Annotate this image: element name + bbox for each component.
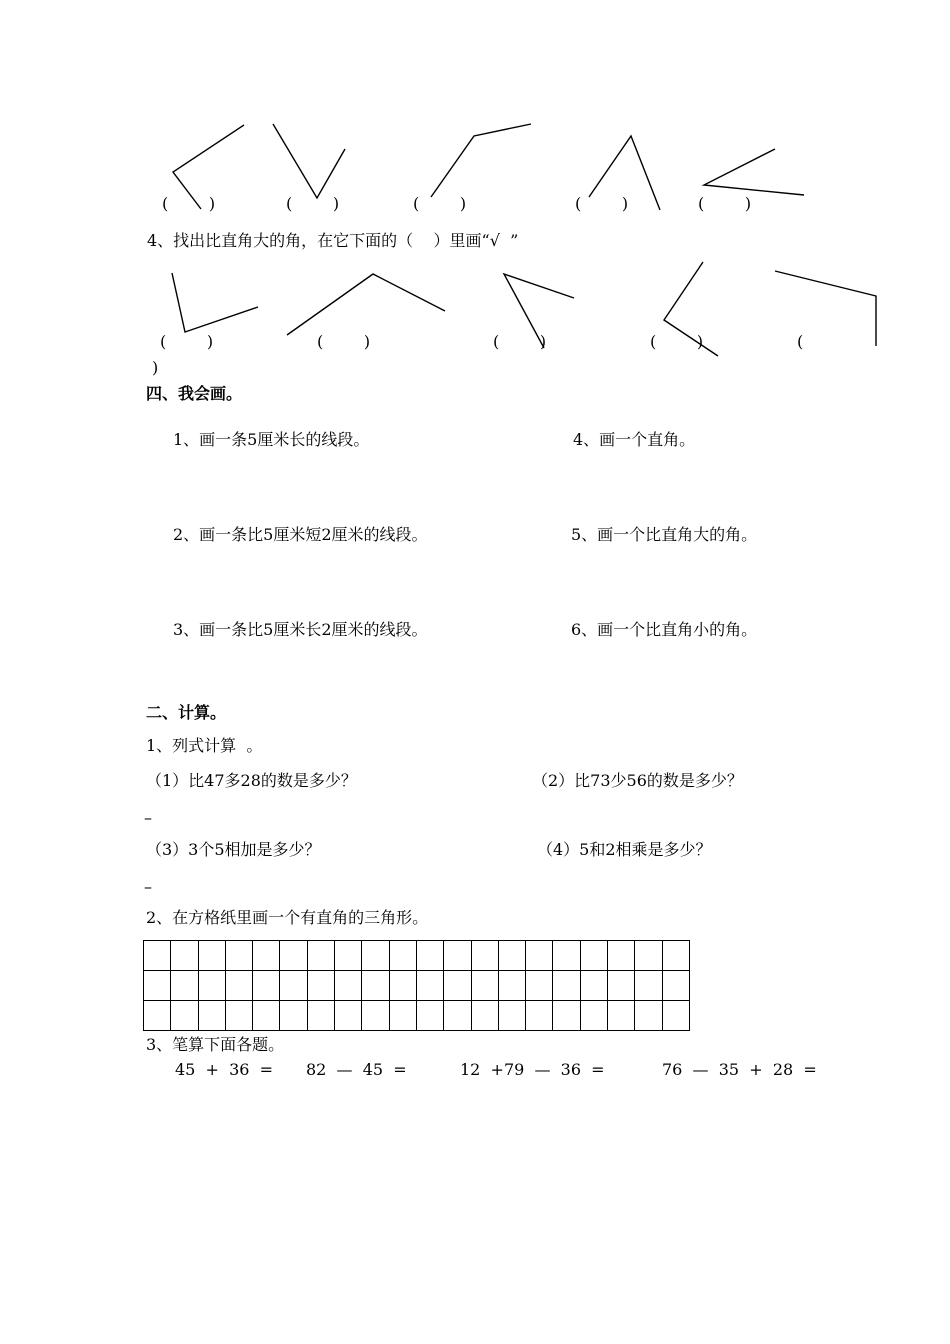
grid-cell[interactable]: [225, 941, 252, 971]
subsection-title: 2、在方格纸里画一个有直角的三角形。: [146, 908, 429, 927]
answer-line: –: [144, 877, 152, 896]
grid-cell[interactable]: [444, 1001, 471, 1031]
grid-cell[interactable]: [389, 1001, 416, 1031]
grid-cell[interactable]: [171, 941, 198, 971]
grid-cell[interactable]: [280, 941, 307, 971]
grid-cell[interactable]: [498, 971, 525, 1001]
answer-paren[interactable]: ( ): [160, 332, 214, 351]
grid-cell[interactable]: [635, 941, 662, 971]
grid-cell[interactable]: [635, 971, 662, 1001]
section-title: 四、我会画。: [146, 384, 243, 403]
answer-line: –: [144, 808, 152, 827]
draw-task: 2、画一条比5厘米短2厘米的线段。: [173, 525, 428, 544]
angle-figure-10: [775, 271, 876, 346]
grid-cell[interactable]: [444, 941, 471, 971]
answer-paren[interactable]: ( ): [698, 194, 752, 213]
section-title: 二、计算。: [146, 703, 227, 722]
grid-cell[interactable]: [416, 941, 443, 971]
grid-cell[interactable]: [471, 941, 498, 971]
subsection-title: 3、笔算下面各题。: [146, 1035, 285, 1054]
grid-cell[interactable]: [498, 941, 525, 971]
word-problem: （3）3个5相加是多少？: [146, 840, 321, 859]
grid-cell[interactable]: [608, 1001, 635, 1031]
grid-cell[interactable]: [608, 971, 635, 1001]
answer-paren[interactable]: ( ): [286, 194, 340, 213]
grid-cell[interactable]: [662, 1001, 689, 1031]
grid-cell[interactable]: [635, 1001, 662, 1031]
grid-cell[interactable]: [471, 1001, 498, 1031]
draw-task: 3、画一条比5厘米长2厘米的线段。: [173, 620, 428, 639]
subsection-title: 1、列式计算 。: [146, 736, 263, 755]
grid-cell[interactable]: [553, 941, 580, 971]
answer-paren[interactable]: ( ): [575, 194, 629, 213]
grid-cell[interactable]: [526, 1001, 553, 1031]
grid-cell[interactable]: [580, 941, 607, 971]
answer-paren[interactable]: ( ): [650, 332, 704, 351]
angle-figure-7: [287, 274, 445, 335]
grid-cell[interactable]: [225, 1001, 252, 1031]
word-problem: （2）比73少56的数是多少？: [532, 771, 743, 790]
grid-cell[interactable]: [253, 941, 280, 971]
calc-expression: 82 — 45 =: [306, 1060, 407, 1079]
grid-cell[interactable]: [307, 1001, 334, 1031]
word-problem: （1）比47多28的数是多少？: [146, 771, 357, 790]
grid-paper[interactable]: [143, 940, 690, 1031]
grid-cell[interactable]: [608, 941, 635, 971]
grid-cell[interactable]: [362, 941, 389, 971]
question-4: 4、找出比直角大的角，在它下面的（ ）里画“√ ”: [147, 231, 519, 250]
grid-cell[interactable]: [389, 941, 416, 971]
grid-cell[interactable]: [471, 971, 498, 1001]
angle-figure-2: [273, 124, 345, 198]
calc-expression: 12 +79 — 36 =: [460, 1060, 605, 1079]
grid-cell[interactable]: [580, 971, 607, 1001]
grid-cell[interactable]: [416, 971, 443, 1001]
grid-cell[interactable]: [280, 971, 307, 1001]
draw-task: 6、画一个比直角小的角。: [571, 620, 758, 639]
grid-cell[interactable]: [335, 971, 362, 1001]
answer-paren[interactable]: (: [797, 332, 804, 351]
grid-cell[interactable]: [198, 971, 225, 1001]
grid-cell[interactable]: [225, 971, 252, 1001]
calc-expression: 45 + 36 =: [175, 1060, 274, 1079]
answer-paren-close: ): [152, 358, 159, 377]
grid-cell[interactable]: [253, 1001, 280, 1031]
grid-cell[interactable]: [662, 941, 689, 971]
grid-cell[interactable]: [580, 1001, 607, 1031]
grid-cell[interactable]: [307, 941, 334, 971]
grid-cell[interactable]: [171, 971, 198, 1001]
grid-cell[interactable]: [526, 941, 553, 971]
grid-cell[interactable]: [144, 971, 171, 1001]
answer-paren[interactable]: ( ): [317, 332, 371, 351]
grid-cell[interactable]: [389, 971, 416, 1001]
grid-cell[interactable]: [362, 971, 389, 1001]
grid-cell[interactable]: [526, 971, 553, 1001]
grid-cell[interactable]: [335, 941, 362, 971]
grid-cell[interactable]: [416, 1001, 443, 1031]
draw-task: 4、画一个直角。: [573, 430, 696, 449]
grid-cell[interactable]: [662, 971, 689, 1001]
grid-cell[interactable]: [444, 971, 471, 1001]
grid-cell[interactable]: [144, 941, 171, 971]
angle-figure-5: [704, 149, 804, 195]
grid-cell[interactable]: [198, 941, 225, 971]
answer-paren[interactable]: ( ): [162, 194, 216, 213]
grid-cell[interactable]: [171, 1001, 198, 1031]
angle-figure-6: [172, 273, 258, 332]
grid-cell[interactable]: [553, 1001, 580, 1031]
grid-cell[interactable]: [362, 1001, 389, 1031]
angle-figure-3: [431, 124, 531, 197]
word-problem: （4）5和2相乘是多少？: [537, 840, 712, 859]
draw-task: 5、画一个比直角大的角。: [571, 525, 758, 544]
grid-cell[interactable]: [198, 1001, 225, 1031]
answer-paren[interactable]: ( ): [413, 194, 467, 213]
grid-cell[interactable]: [280, 1001, 307, 1031]
grid-cell[interactable]: [498, 1001, 525, 1031]
grid-cell[interactable]: [553, 971, 580, 1001]
draw-task: 1、画一条5厘米长的线段。: [173, 430, 370, 449]
grid-cell[interactable]: [144, 1001, 171, 1031]
grid-cell[interactable]: [307, 971, 334, 1001]
grid-cell[interactable]: [253, 971, 280, 1001]
calc-expression: 76 — 35 + 28 =: [662, 1060, 817, 1079]
answer-paren[interactable]: ( ): [493, 332, 547, 351]
grid-cell[interactable]: [335, 1001, 362, 1031]
